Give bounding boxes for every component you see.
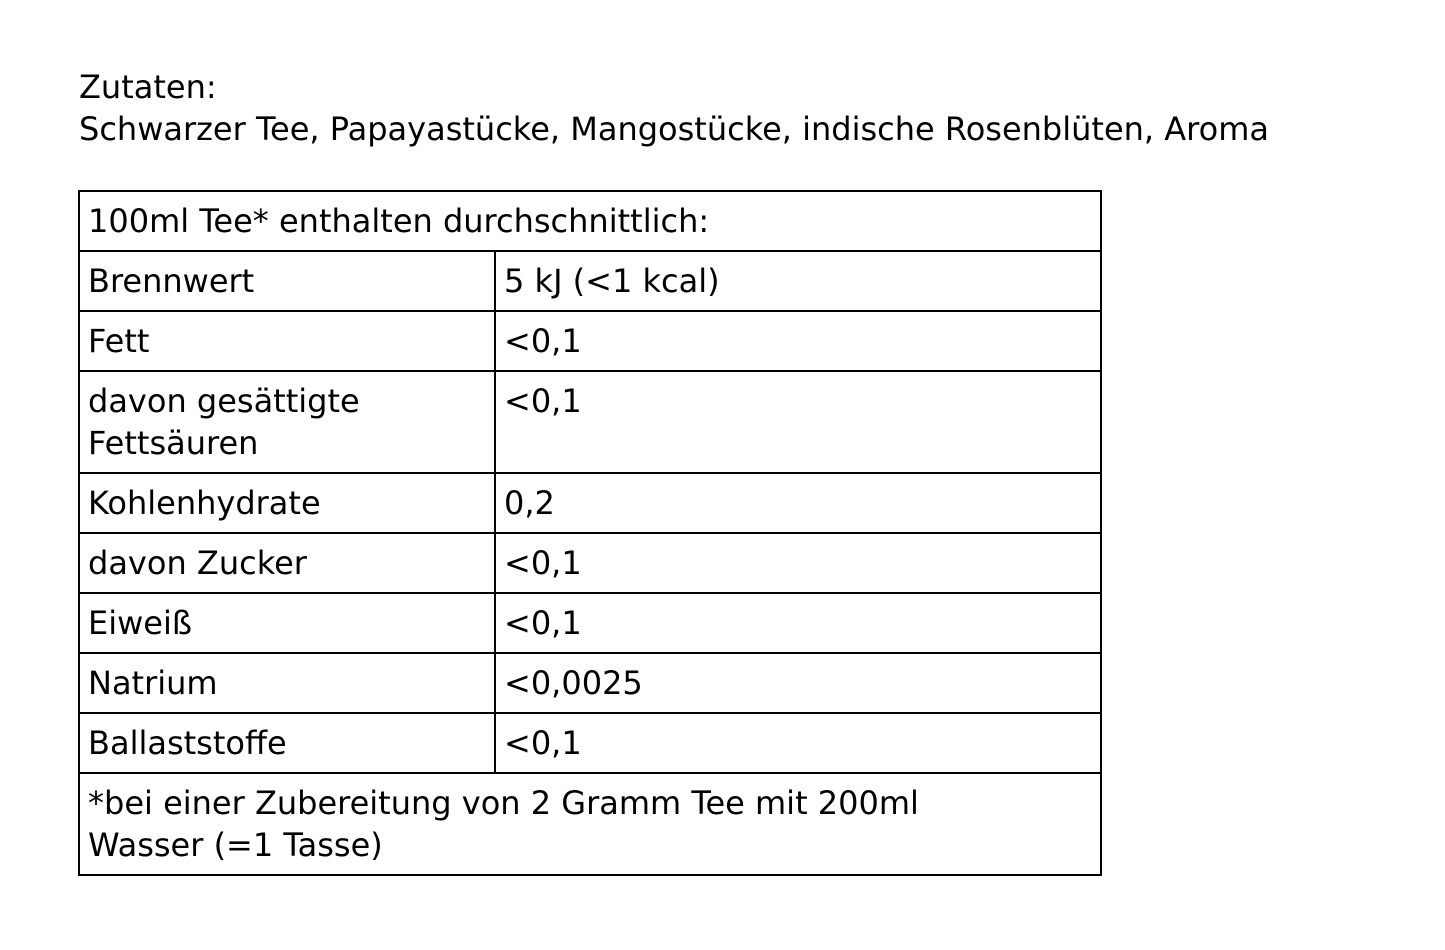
nutrient-label: Kohlenhydrate	[79, 473, 495, 533]
ingredients-section	[79, 66, 1269, 150]
nutrient-value: 5 kJ (<1 kcal)	[495, 251, 1101, 311]
table-row	[79, 533, 1101, 593]
ingredients-list: Schwarzer Tee, Papayastücke, Mangostücke, indische Rosenblüten, Aroma	[79, 110, 1269, 148]
nutrient-value: <0,1	[495, 371, 1101, 473]
nutrient-value: <0,1	[495, 593, 1101, 653]
nutrient-label: Eiweiß	[79, 593, 495, 653]
nutrient-label: davon gesättigte Fettsäuren	[79, 371, 495, 473]
nutrient-label: Brennwert	[79, 251, 495, 311]
nutrient-value: 0,2	[495, 473, 1101, 533]
table-row	[79, 473, 1101, 533]
table-row	[79, 251, 1101, 311]
nutrient-value: <0,1	[495, 713, 1101, 773]
table-row	[79, 371, 1101, 473]
nutrient-label: davon Zucker	[79, 533, 495, 593]
nutrient-value: <0,0025	[495, 653, 1101, 713]
table-header-cell: 100ml Tee* enthalten durchschnittlich:	[79, 191, 1101, 251]
table-row	[79, 713, 1101, 773]
nutrition-table	[78, 190, 1102, 876]
nutrient-label: Ballaststoffe	[79, 713, 495, 773]
table-footnote: *bei einer Zubereitung von 2 Gramm Tee mit 200ml Wasser (=1 Tasse)	[79, 773, 1101, 875]
nutrient-label: Fett	[79, 311, 495, 371]
table-row	[79, 311, 1101, 371]
nutrient-value: <0,1	[495, 311, 1101, 371]
nutrient-value: <0,1	[495, 533, 1101, 593]
table-header-row	[79, 191, 1101, 251]
table-row	[79, 653, 1101, 713]
nutrient-label: Natrium	[79, 653, 495, 713]
table-row	[79, 593, 1101, 653]
ingredients-heading: Zutaten:	[79, 68, 217, 106]
table-footnote-row	[79, 773, 1101, 875]
